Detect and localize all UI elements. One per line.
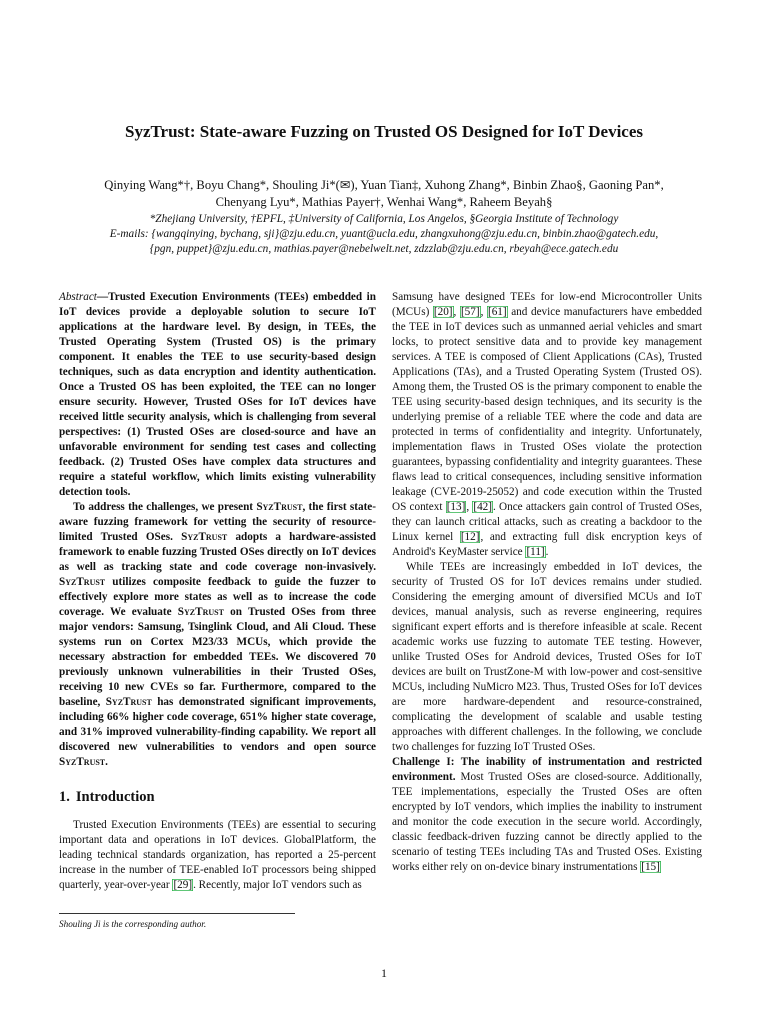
abstract-paragraph-2: To address the challenges, we present SyzTrust, the first state-aware fuzzing framework for vetting the security of resource-limited Trusted OSes. SyzTrust adopts a hardware-assisted framework to enable fuzzing Trusted OSes directly on IoT devices as well as tracking state and code coverage non-invasively. SyzTrust utilizes composite feedback to guide the fuzzer to effectively explore more states as well as to increase the code coverage. We evaluate SyzTrust on Trusted OSes from three major vendors: Samsung, Tsinglink Cloud, and Ali Cloud. These systems run on Cortex M23/33 MCUs, which provide the necessary abstraction for embedded TEEs. We discovered 70 previously unknown vulnerabilities in their Trusted OSes, receiving 10 new CVEs so far. Furthermore, compared to the baseline, SyzTrust has demonstrated significant improvements, including 66% higher code coverage, 651% higher state coverage, and 31% improved vulnerability-finding capability. We report all discovered new vulnerabilities to vendors and open source SyzTrust. <box>59 501 376 768</box>
citation-link[interactable]: [20] <box>433 306 453 318</box>
email-line-1: E-mails: {wangqinying, bychang, sji}@zju.edu.cn, yuant@ucla.edu, zhangxuhong@zju.edu.cn, binbin.zhao@gatech.edu, <box>109 228 659 240</box>
tool-name: SyzTrust <box>105 696 152 708</box>
author-line-1: Qinying Wang*†, Boyu Chang*, Shouling Ji*(✉), Yuan Tian‡, Xuhong Zhang*, Binbin Zhao§, Gaoning Pan*, <box>104 178 664 192</box>
citation-link[interactable]: [13] <box>446 501 466 513</box>
right-column <box>392 290 702 875</box>
abstract-label: Abstract <box>59 291 97 303</box>
tool-name: SyzTrust <box>181 531 228 543</box>
citation-link[interactable]: [57] <box>460 306 480 318</box>
paper-title: SyzTrust: State-aware Fuzzing on Trusted OS Designed for IoT Devices <box>124 122 643 141</box>
tool-name: SyzTrust <box>59 576 106 588</box>
tool-name: SyzTrust <box>59 756 106 768</box>
challenge-1-heading: Challenge I: The inability of instrumentation and restricted environment. <box>392 756 702 783</box>
affiliation-line: *Zhejiang University, †EPFL, ‡University of California, Los Angelos, §Georgia Institute of Technology <box>149 213 619 225</box>
citation-link[interactable]: [29] <box>173 879 193 891</box>
author-line-2: Chenyang Lyu*, Mathias Payer†, Wenhai Wang*, Raheem Beyah§ <box>215 195 553 209</box>
citation-link[interactable]: [42] <box>473 501 492 513</box>
challenge-1-paragraph: Challenge I: The inability of instrumentation and restricted environment. Most Trusted OSes are closed-source. Additionally, TEE implementations, especially the Trusted OSes are often encrypted by IoT vendors, which implies the inability to instrument and monitor the code execution in the secure world. Accordingly, classic feedback-driven fuzzing cannot be directly applied to the scenario of testing TEEs including TAs and Trusted OSes. Existing works either rely on on-device binary instrumentations [15] <box>392 756 702 873</box>
email-line-2: {pgn, puppet}@zju.edu.cn, mathias.payer@nebelwelt.net, zdzzlab@zju.edu.cn, rbeyah@ece.gatech.edu <box>149 243 619 255</box>
affiliations <box>40 212 728 257</box>
intro-paragraph-1: Trusted Execution Environments (TEEs) are essential to securing important data and operations in IoT devices. GlobalPlatform, the leading technical standards organization, has reported a 25-percent increase in the number of TEE-enabled IoT processors being shipped quarterly, year-over-year [29]. Recently, major IoT vendors such as <box>59 819 376 891</box>
citation-link[interactable]: [11] <box>526 546 545 558</box>
left-column <box>59 290 376 893</box>
intro-paragraph-continued: Samsung have designed TEEs for low-end Microcontroller Units (MCUs) [20], [57], [61] and device manufacturers have embedded the TEE in IoT devices such as unmanned aerial vehicles and smart locks, to protect sensitive data and to provide key management services. A TEE is composed of Client Applications (CAs), Trusted Applications (TAs), and a Trusted Operating System (Trusted OS). Among them, the Trusted OS is the primary component to enable the TEE using security-based design techniques, and its security is the underlying premise of a reliable TEE where the code and data are protected in terms of confidentiality and integrity. Unfortunately, implementation flaws in Trusted OSes violate the protection guarantees, bypassing confidentiality and integrity guarantees. These flaws lead to critical consequences, including sensitive information leakage (CVE-2019-25052) and code execution within the Trusted OS context [13], [42]. Once attackers gain control of Trusted OSes, they can launch critical attacks, such as creating a backdoor to the Linux kernel [12], and extracting full disk encryption keys of Android's KeyMaster service [11]. <box>392 291 703 558</box>
citation-link[interactable]: [61] <box>487 306 507 318</box>
citation-link[interactable]: [12] <box>460 531 480 543</box>
footnote-divider <box>59 913 295 914</box>
footnote: Shouling Ji is the corresponding author. <box>59 919 207 929</box>
section-heading-introduction: 1. Introduction <box>59 789 155 805</box>
abstract <box>59 290 376 770</box>
tool-name: SyzTrust <box>177 606 224 618</box>
citation-link[interactable]: [15] <box>641 861 660 873</box>
intro-paragraph-2: While TEEs are increasingly embedded in IoT devices, the security of Trusted OS for IoT devices remains under studied. Considering the emerging amount of diversified MCUs and IoT devices, manual analysis, such as reverse engineering, requires significant expert efforts and is therefore infeasible at scale. Recent academic works use fuzzing to automate TEE testing. However, unlike Trusted OSes for Android devices, Trusted OSes for IoT devices are built on TrustZone-M with low-power and cost-sensitive MCUs, including NuMicro M23. Thus, Trusted OSes for IoT devices are more hardware-dependent and resource-constrained, complicating the development of scalable and usable testing approaches with different challenges. In the following, we conclude two challenges for fuzzing IoT Trusted OSes. <box>392 561 702 753</box>
author-list <box>50 177 718 211</box>
tool-name: SyzTrust <box>256 501 303 513</box>
page-number: 1 <box>381 966 387 980</box>
abstract-paragraph-1: Abstract—Trusted Execution Environments (TEEs) embedded in IoT devices provide a deployable solution to secure IoT applications at the hardware level. By design, in TEEs, the Trusted Operating System (Trusted OS) is the primary component. It enables the TEE to use security-based design techniques, such as data encryption and identity authentication. Once a Trusted OS has been exploited, the TEE can no longer ensure security. However, Trusted OSes for IoT devices have received little security analysis, which is challenging from several perspectives: (1) Trusted OSes are closed-source and have an unfavorable environment for sending test cases and collecting feedback. (2) Trusted OSes have complex data structures and require a stateful workflow, which limits existing vulnerability detection tools. <box>59 291 376 498</box>
